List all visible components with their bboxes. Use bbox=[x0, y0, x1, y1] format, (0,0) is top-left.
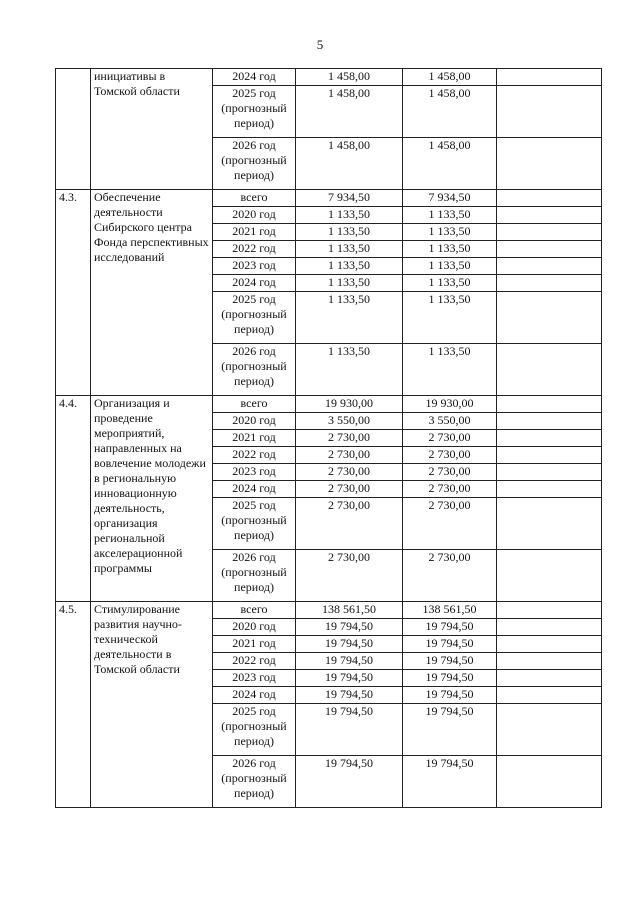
period-cell: 2022 год bbox=[213, 447, 296, 464]
page-number: 5 bbox=[316, 37, 324, 52]
period-cell: 2025 год (прогнозный период) bbox=[213, 86, 296, 138]
amount-cell-2: 7 934,50 bbox=[403, 190, 497, 207]
period-cell: 2024 год bbox=[213, 69, 296, 86]
empty-cell bbox=[497, 481, 602, 498]
amount-cell-2: 1 458,00 bbox=[403, 138, 497, 190]
amount-cell: 19 794,50 bbox=[296, 687, 403, 704]
period-cell: 2020 год bbox=[213, 413, 296, 430]
amount-cell: 1 133,50 bbox=[296, 207, 403, 224]
period-cell: 2026 год (прогнозный период) bbox=[213, 550, 296, 602]
amount-cell: 1 133,50 bbox=[296, 292, 403, 344]
amount-cell-2: 19 794,50 bbox=[403, 756, 497, 808]
empty-cell bbox=[497, 687, 602, 704]
amount-cell-2: 1 133,50 bbox=[403, 292, 497, 344]
period-cell: 2021 год bbox=[213, 636, 296, 653]
empty-cell bbox=[497, 756, 602, 808]
amount-cell: 19 794,50 bbox=[296, 704, 403, 756]
amount-cell-2: 19 794,50 bbox=[403, 653, 497, 670]
item-name: Организация и проведение мероприятий, направленных на вовлечение молодежи в региональную инновационную деятельность, организация региональной акселерационной программы bbox=[91, 396, 213, 602]
period-cell: всего bbox=[213, 396, 296, 413]
amount-cell-2: 2 730,00 bbox=[403, 481, 497, 498]
item-number: 4.3. bbox=[56, 190, 91, 396]
item-number: 4.4. bbox=[56, 396, 91, 602]
period-cell: всего bbox=[213, 602, 296, 619]
amount-cell-2: 19 794,50 bbox=[403, 636, 497, 653]
item-name: инициативы в Томской области bbox=[91, 69, 213, 190]
period-cell: 2020 год bbox=[213, 207, 296, 224]
amount-cell-2: 2 730,00 bbox=[403, 464, 497, 481]
amount-cell-2: 3 550,00 bbox=[403, 413, 497, 430]
empty-cell bbox=[497, 86, 602, 138]
period-cell: 2020 год bbox=[213, 619, 296, 636]
amount-cell-2: 1 133,50 bbox=[403, 207, 497, 224]
amount-cell-2: 2 730,00 bbox=[403, 498, 497, 550]
amount-cell-2: 19 794,50 bbox=[403, 687, 497, 704]
amount-cell: 2 730,00 bbox=[296, 550, 403, 602]
amount-cell-2: 138 561,50 bbox=[403, 602, 497, 619]
amount-cell: 19 794,50 bbox=[296, 619, 403, 636]
amount-cell-2: 1 458,00 bbox=[403, 69, 497, 86]
amount-cell-2: 1 458,00 bbox=[403, 86, 497, 138]
table-row bbox=[56, 602, 602, 619]
amount-cell-2: 19 794,50 bbox=[403, 670, 497, 687]
period-cell: 2024 год bbox=[213, 275, 296, 292]
table-row bbox=[56, 190, 602, 207]
empty-cell bbox=[497, 190, 602, 207]
amount-cell-2: 1 133,50 bbox=[403, 241, 497, 258]
period-cell: 2023 год bbox=[213, 670, 296, 687]
empty-cell bbox=[497, 464, 602, 481]
amount-cell: 1 458,00 bbox=[296, 69, 403, 86]
amount-cell: 138 561,50 bbox=[296, 602, 403, 619]
empty-cell bbox=[497, 447, 602, 464]
empty-cell bbox=[497, 344, 602, 396]
empty-cell bbox=[497, 619, 602, 636]
empty-cell bbox=[497, 224, 602, 241]
period-cell: всего bbox=[213, 190, 296, 207]
period-cell: 2025 год (прогнозный период) bbox=[213, 498, 296, 550]
empty-cell bbox=[497, 430, 602, 447]
item-name: Стимулирование развития научно-технической деятельности в Томской области bbox=[91, 602, 213, 808]
empty-cell bbox=[497, 69, 602, 86]
amount-cell-2: 2 730,00 bbox=[403, 447, 497, 464]
empty-cell bbox=[497, 207, 602, 224]
period-cell: 2026 год (прогнозный период) bbox=[213, 756, 296, 808]
period-cell: 2023 год bbox=[213, 464, 296, 481]
empty-cell bbox=[497, 396, 602, 413]
amount-cell: 19 930,00 bbox=[296, 396, 403, 413]
amount-cell: 7 934,50 bbox=[296, 190, 403, 207]
empty-cell bbox=[497, 292, 602, 344]
empty-cell bbox=[497, 258, 602, 275]
amount-cell-2: 19 794,50 bbox=[403, 704, 497, 756]
amount-cell: 2 730,00 bbox=[296, 464, 403, 481]
period-cell: 2022 год bbox=[213, 653, 296, 670]
period-cell: 2021 год bbox=[213, 224, 296, 241]
period-cell: 2025 год (прогнозный период) bbox=[213, 704, 296, 756]
amount-cell: 19 794,50 bbox=[296, 636, 403, 653]
amount-cell: 2 730,00 bbox=[296, 447, 403, 464]
empty-cell bbox=[497, 636, 602, 653]
empty-cell bbox=[497, 498, 602, 550]
amount-cell: 1 458,00 bbox=[296, 138, 403, 190]
empty-cell bbox=[497, 670, 602, 687]
amount-cell: 1 133,50 bbox=[296, 241, 403, 258]
amount-cell-2: 2 730,00 bbox=[403, 550, 497, 602]
amount-cell: 1 133,50 bbox=[296, 224, 403, 241]
amount-cell: 19 794,50 bbox=[296, 670, 403, 687]
period-cell: 2025 год (прогнозный период) bbox=[213, 292, 296, 344]
table-row bbox=[56, 396, 602, 413]
amount-cell-2: 1 133,50 bbox=[403, 344, 497, 396]
item-name: Обеспечение деятельности Сибирского центра Фонда перспективных исследований bbox=[91, 190, 213, 396]
table-body bbox=[56, 69, 602, 808]
period-cell: 2024 год bbox=[213, 481, 296, 498]
amount-cell: 1 458,00 bbox=[296, 86, 403, 138]
period-cell: 2022 год bbox=[213, 241, 296, 258]
period-cell: 2023 год bbox=[213, 258, 296, 275]
amount-cell: 2 730,00 bbox=[296, 481, 403, 498]
amount-cell: 19 794,50 bbox=[296, 653, 403, 670]
empty-cell bbox=[497, 275, 602, 292]
amount-cell-2: 1 133,50 bbox=[403, 275, 497, 292]
empty-cell bbox=[497, 602, 602, 619]
period-cell: 2026 год (прогнозный период) bbox=[213, 344, 296, 396]
empty-cell bbox=[497, 704, 602, 756]
amount-cell-2: 1 133,50 bbox=[403, 258, 497, 275]
item-number: 4.5. bbox=[56, 602, 91, 808]
amount-cell: 1 133,50 bbox=[296, 344, 403, 396]
period-cell: 2024 год bbox=[213, 687, 296, 704]
table-row bbox=[56, 69, 602, 86]
item-number bbox=[56, 69, 91, 190]
amount-cell-2: 1 133,50 bbox=[403, 224, 497, 241]
period-cell: 2026 год (прогнозный период) bbox=[213, 138, 296, 190]
empty-cell bbox=[497, 241, 602, 258]
amount-cell: 1 133,50 bbox=[296, 258, 403, 275]
amount-cell-2: 2 730,00 bbox=[403, 430, 497, 447]
empty-cell bbox=[497, 413, 602, 430]
amount-cell: 3 550,00 bbox=[296, 413, 403, 430]
amount-cell: 1 133,50 bbox=[296, 275, 403, 292]
amount-cell-2: 19 794,50 bbox=[403, 619, 497, 636]
budget-table bbox=[55, 68, 602, 808]
empty-cell bbox=[497, 653, 602, 670]
amount-cell: 19 794,50 bbox=[296, 756, 403, 808]
amount-cell: 2 730,00 bbox=[296, 430, 403, 447]
amount-cell: 2 730,00 bbox=[296, 498, 403, 550]
period-cell: 2021 год bbox=[213, 430, 296, 447]
empty-cell bbox=[497, 138, 602, 190]
amount-cell-2: 19 930,00 bbox=[403, 396, 497, 413]
empty-cell bbox=[497, 550, 602, 602]
